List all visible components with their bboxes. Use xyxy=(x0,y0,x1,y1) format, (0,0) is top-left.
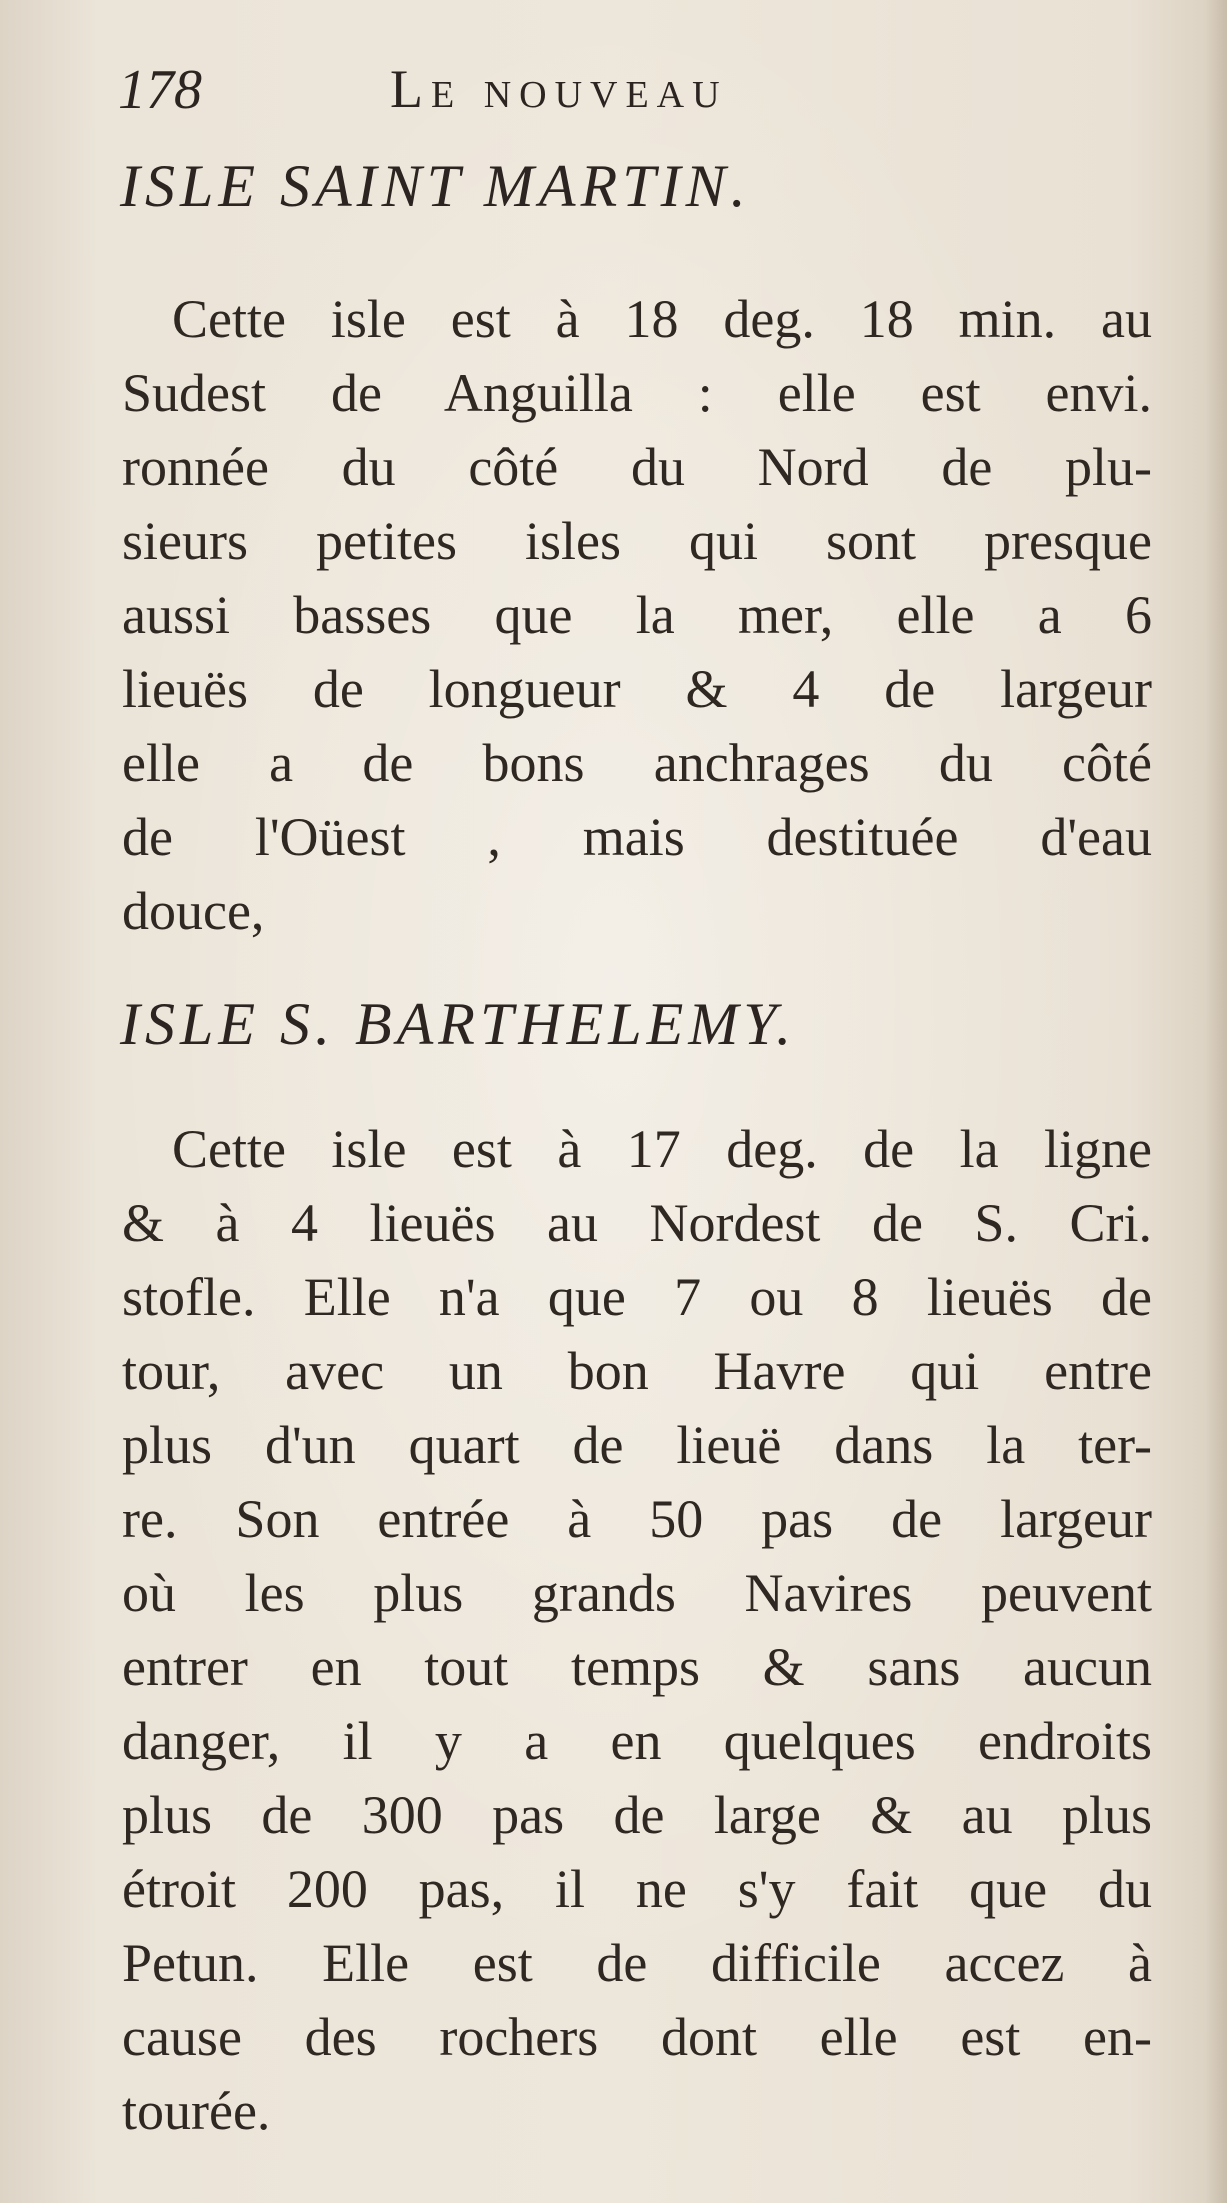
text-line: douce, xyxy=(122,881,265,941)
text-line: où les plus grands Navires peuvent xyxy=(122,1563,1152,1623)
section-body-isle-s-barthelemy xyxy=(122,1112,1152,2148)
text-line: Sudest de Anguilla : elle est envi. xyxy=(122,363,1152,423)
text-line: Petun. Elle est de difficile accez à xyxy=(122,1933,1152,1993)
text-line: plus d'un quart de lieuë dans la ter- xyxy=(122,1415,1152,1475)
text-line: danger, il y a en quelques endroits xyxy=(122,1711,1152,1771)
text-line: Cette isle est à 18 deg. 18 min. au xyxy=(172,289,1152,349)
text-line: ronnée du côté du Nord de plu- xyxy=(122,437,1152,497)
text-line: re. Son entrée à 50 pas de largeur xyxy=(122,1489,1152,1549)
section-title-isle-s-barthelemy: ISLE S. BARTHELEMY. xyxy=(120,991,797,1057)
text-line: Cette isle est à 17 deg. de la ligne xyxy=(172,1119,1152,1179)
text-line: & à 4 lieuës au Nordest de S. Cri. xyxy=(122,1193,1152,1253)
page-edge-shadow xyxy=(1205,0,1227,2203)
text-line: sieurs petites isles qui sont presque xyxy=(122,511,1152,571)
section-body-isle-saint-martin xyxy=(122,282,1152,948)
page-number: 178 xyxy=(118,59,202,121)
section-title-isle-saint-martin: ISLE SAINT MARTIN. xyxy=(120,153,751,219)
text-line: tourée. xyxy=(122,2081,271,2141)
text-line: étroit 200 pas, il ne s'y fait que du xyxy=(122,1859,1152,1919)
text-line: elle a de bons anchrages du côté xyxy=(122,733,1152,793)
text-line: lieuës de longueur & 4 de largeur xyxy=(122,659,1152,719)
text-line: de l'Oüest , mais destituée d'eau xyxy=(122,807,1152,867)
text-line: tour, avec un bon Havre qui entre xyxy=(122,1341,1152,1401)
page-header xyxy=(118,50,1118,130)
text-line: entrer en tout temps & sans aucun xyxy=(122,1637,1152,1697)
text-line: cause des rochers dont elle est en- xyxy=(122,2007,1152,2067)
running-head: Le nouveau xyxy=(390,59,728,119)
text-line: aussi basses que la mer, elle a 6 xyxy=(122,585,1152,645)
text-line: stofle. Elle n'a que 7 ou 8 lieuës de xyxy=(122,1267,1152,1327)
text-line: plus de 300 pas de large & au plus xyxy=(122,1785,1152,1845)
